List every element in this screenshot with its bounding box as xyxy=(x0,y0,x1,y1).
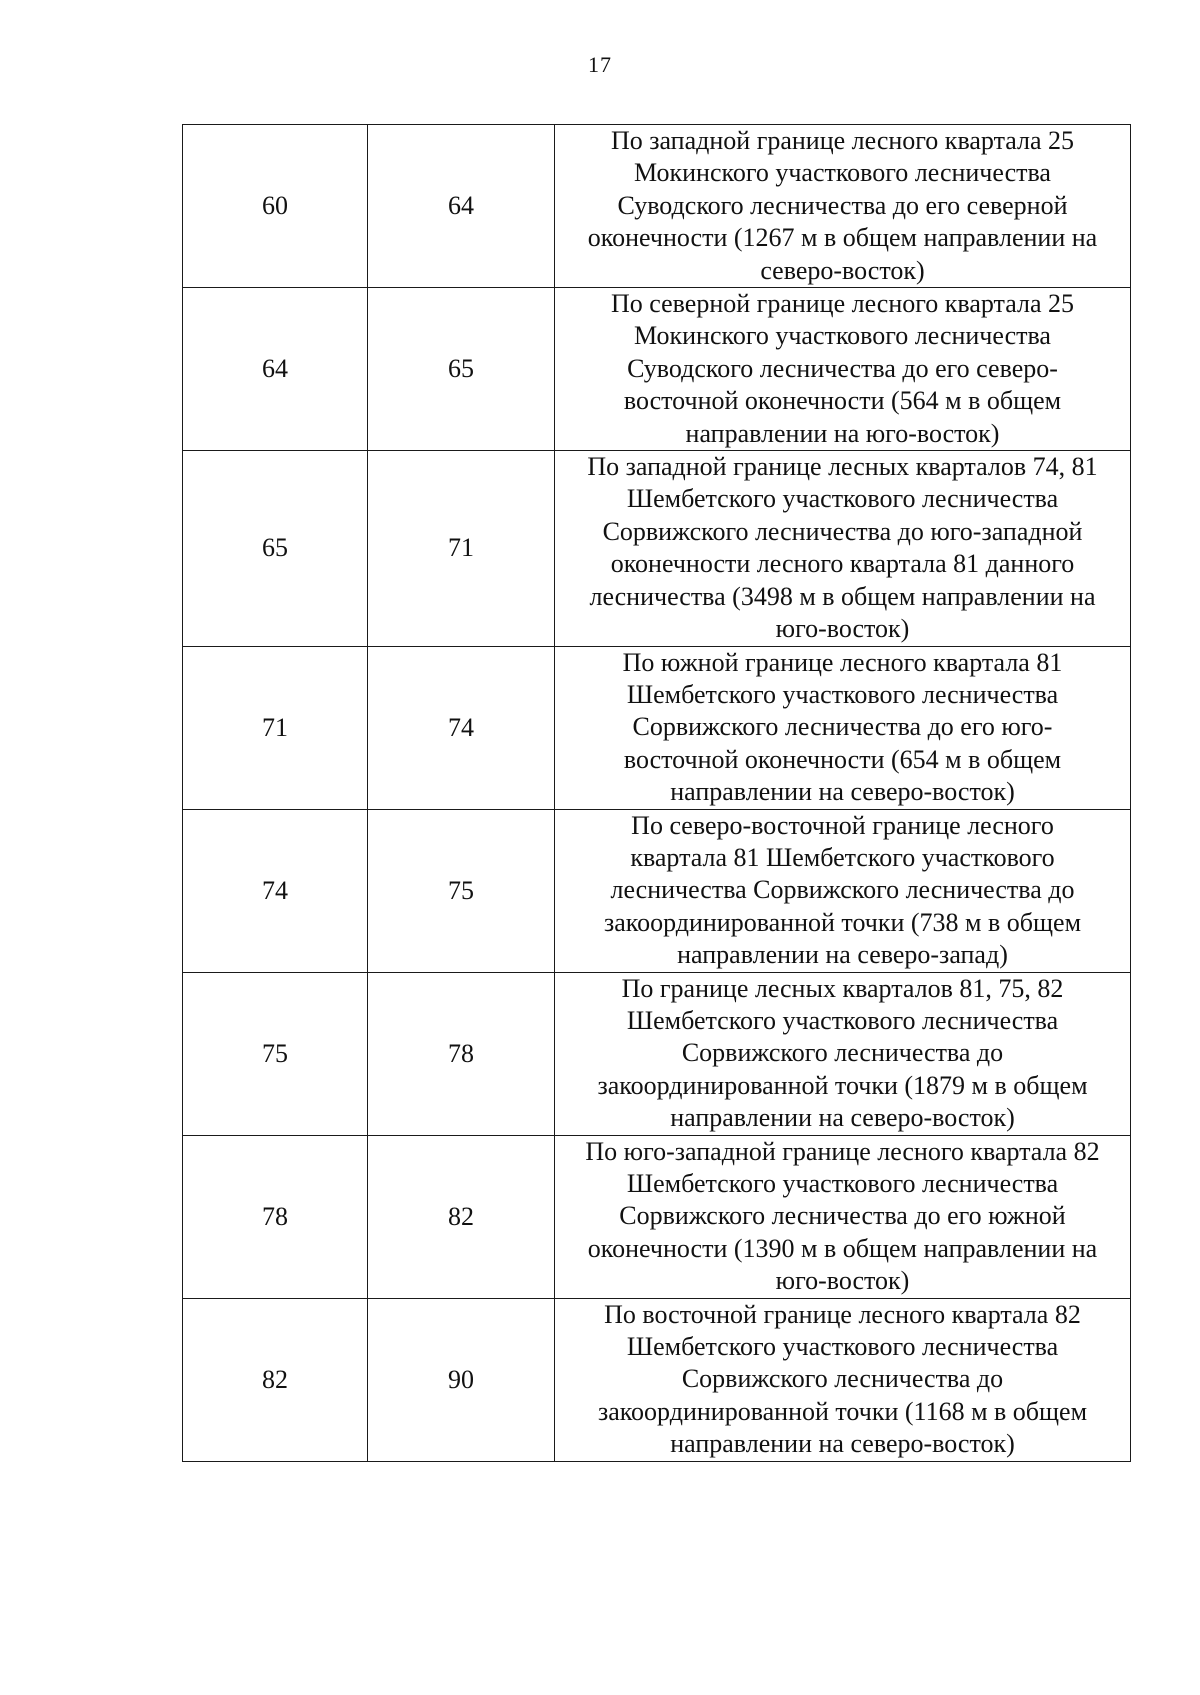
table-row xyxy=(183,288,1131,451)
description-line: Сорвижского лесничества до его южной xyxy=(619,1201,1066,1231)
description-line: По восточной границе лесного квартала 82 xyxy=(604,1299,1081,1329)
description-line: Шембетского участкового лесничества xyxy=(626,1005,1059,1035)
table-row xyxy=(183,809,1131,972)
description-line: Шембетского участкового лесничества xyxy=(626,1169,1059,1198)
description-line: закоординированной точки (1879 м в общем xyxy=(597,1070,1088,1100)
from-point-cell: 75 xyxy=(183,972,368,1135)
to-point-cell: 74 xyxy=(368,646,555,809)
to-point-cell: 78 xyxy=(368,972,555,1135)
to-point-cell: 75 xyxy=(368,809,555,972)
description-line: Сорвижского лесничества до юго-западной xyxy=(602,516,1083,546)
from-point-cell: 60 xyxy=(183,125,368,288)
boundary-description-cell xyxy=(555,972,1131,1135)
description-line: Сорвижского лесничества до его юго- xyxy=(632,712,1053,742)
description-line: закоординированной точки (738 м в общем xyxy=(603,907,1082,937)
table-row xyxy=(183,1298,1131,1461)
description-line: направлении на северо-восток) xyxy=(670,777,1015,807)
boundary-description-cell xyxy=(555,125,1131,288)
description-line: лесничества (3498 м в общем направлении на xyxy=(589,581,1096,611)
description-line: оконечности лесного квартала 81 данного xyxy=(610,549,1075,579)
to-point-cell: 65 xyxy=(368,288,555,451)
description-line: лесничества Сорвижского лесничества до xyxy=(610,875,1075,905)
description-line: По границе лесных кварталов 81, 75, 82 xyxy=(621,973,1064,1003)
description-line: По западной границе лесного квартала 25 xyxy=(610,126,1075,155)
to-point-cell: 71 xyxy=(368,451,555,646)
description-line: Шембетского участкового лесничества xyxy=(626,484,1059,514)
description-line: юго-восток) xyxy=(775,1266,910,1296)
boundary-description-cell xyxy=(555,1135,1131,1298)
description-line: восточной оконечности (654 м в общем xyxy=(623,744,1062,774)
description-line: направлении на северо-восток) xyxy=(670,1103,1015,1133)
description-line: направлении на юго-восток) xyxy=(685,418,1000,448)
description-line: восточной оконечности (564 м в общем xyxy=(623,386,1062,416)
description-line: юго-восток) xyxy=(775,614,910,644)
table-row xyxy=(183,451,1131,646)
from-point-cell: 64 xyxy=(183,288,368,451)
description-line: направлении на северо-восток) xyxy=(670,1429,1015,1459)
page-number: 17 xyxy=(588,52,612,77)
from-point-cell: 74 xyxy=(183,809,368,972)
from-point-cell: 71 xyxy=(183,646,368,809)
from-point-cell: 78 xyxy=(183,1135,368,1298)
table-row xyxy=(183,646,1131,809)
boundary-description-cell xyxy=(555,809,1131,972)
to-point-cell: 64 xyxy=(368,125,555,288)
description-line: оконечности (1390 м в общем направлении на xyxy=(587,1233,1098,1263)
description-line: квартала 81 Шембетского участкового xyxy=(630,842,1055,872)
description-line: Мокинского участкового лесничества xyxy=(634,321,1051,351)
to-point-cell: 90 xyxy=(368,1298,555,1461)
boundary-description-cell xyxy=(555,451,1131,646)
to-point-cell: 82 xyxy=(368,1135,555,1298)
description-line: закоординированной точки (1168 м в общем xyxy=(597,1396,1088,1426)
description-line: Суводского лесничества до его северной xyxy=(617,190,1068,220)
boundary-description-cell xyxy=(555,1298,1131,1461)
description-line: северо-восток) xyxy=(760,255,925,285)
table-row xyxy=(183,972,1131,1135)
description-line: По юго-западной границе лесного квартала 82 xyxy=(585,1136,1100,1166)
description-line: Шембетского участкового лесничества xyxy=(626,679,1059,709)
description-line: Мокинского участкового лесничества xyxy=(634,158,1051,188)
description-line: Шембетского участкового лесничества xyxy=(626,1332,1059,1362)
boundary-description-cell xyxy=(555,646,1131,809)
description-line: По северо-восточной границе лесного xyxy=(631,810,1054,840)
description-line: По западной границе лесных кварталов 74, 81 xyxy=(587,452,1098,482)
description-line: Сорвижского лесничества до xyxy=(681,1364,1004,1394)
table-row xyxy=(183,1135,1131,1298)
from-point-cell: 65 xyxy=(183,451,368,646)
description-line: По южной границе лесного квартала 81 xyxy=(622,647,1063,677)
description-line: оконечности (1267 м в общем направлении на xyxy=(587,223,1098,253)
description-line: направлении на северо-запад) xyxy=(677,940,1008,970)
description-line: Суводского лесничества до его северо- xyxy=(627,353,1058,383)
from-point-cell: 82 xyxy=(183,1298,368,1461)
table-body xyxy=(183,125,1131,1462)
description-line: По северной границе лесного квартала 25 xyxy=(610,289,1074,319)
description-line: Сорвижского лесничества до xyxy=(681,1038,1004,1068)
boundary-description-table xyxy=(182,124,1131,1462)
boundary-description-cell xyxy=(555,288,1131,451)
table-row xyxy=(183,125,1131,288)
